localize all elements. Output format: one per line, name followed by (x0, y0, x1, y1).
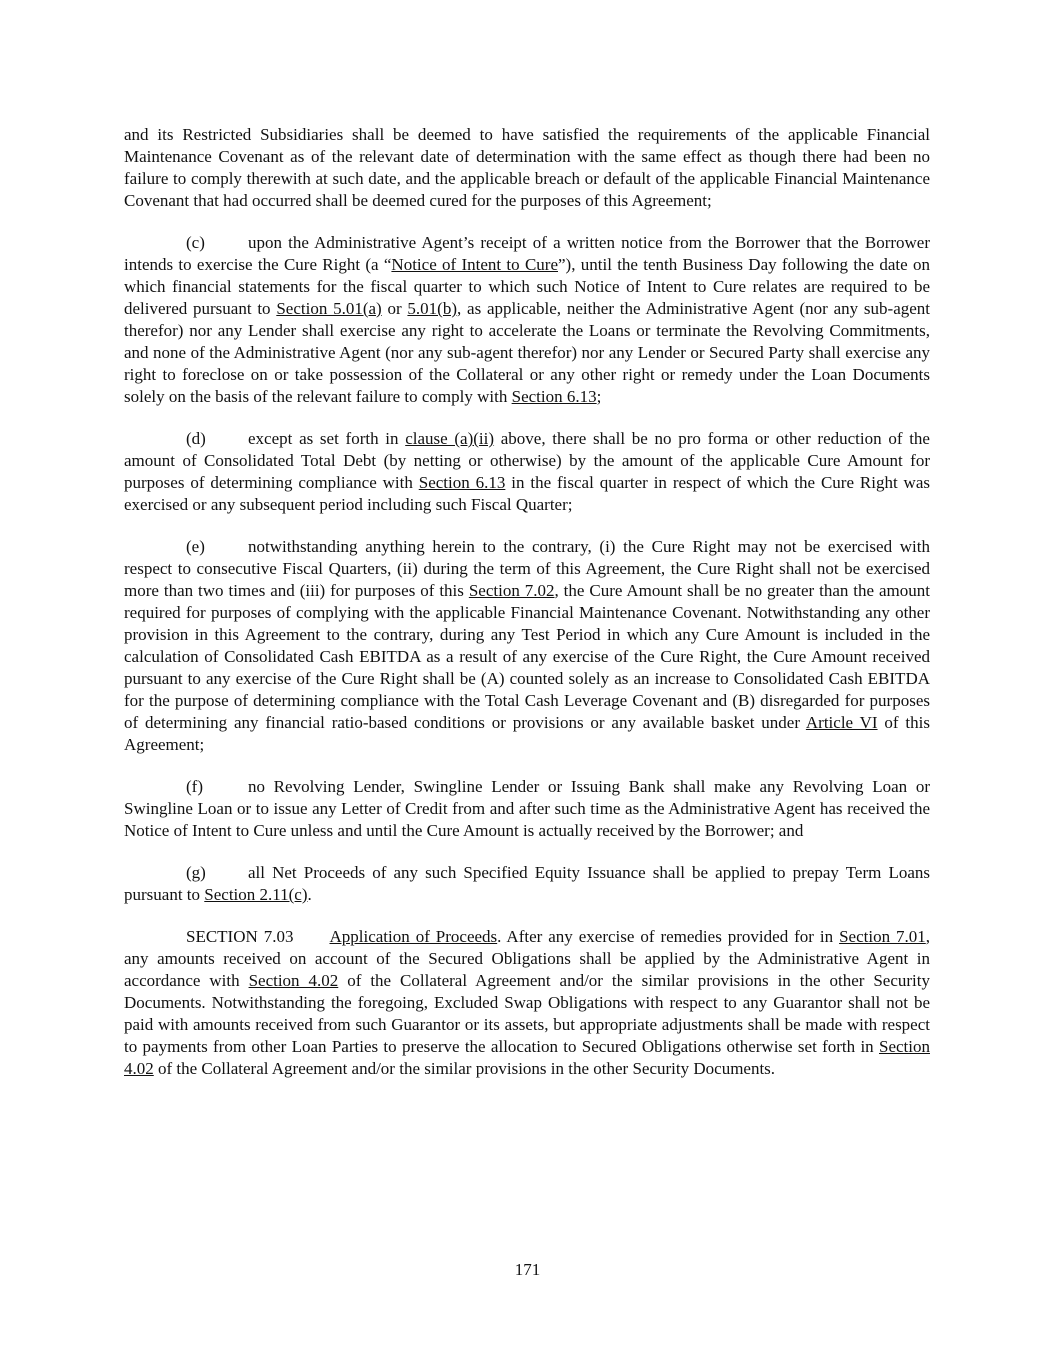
section-7-03-text-3: of the Collateral Agreement and/or the similar provisions in the other Security Documents. (153, 1059, 776, 1078)
clause-f-text-1: no Revolving Lender, Swingline Lender or Issuing Bank shall make any Revolving Loan or Swingline Loan or to issue any Letter of Credit from and after such time as the Administrative Agent has received the Notice of Intent to Cure unless and until the Cure Amount is actually received by the Borrower; and (124, 777, 930, 840)
section-7-02-link[interactable]: Section 7.02 (468, 581, 555, 600)
page-number: 171 (514, 1260, 541, 1279)
clause-e-text-3: of this Agreement; (124, 713, 930, 754)
clause-c-label: (c) (186, 233, 205, 252)
clause-d-text-1: except as set forth in (248, 429, 406, 448)
clause-g-text-1: all Net Proceeds of any such Specified Equity Issuance shall be applied to prepay Term Loans pursuant to (124, 863, 930, 904)
clause-g-paragraph (124, 862, 930, 906)
section-6-13-link[interactable]: Section 6.13 (511, 387, 597, 406)
clause-g-text-2: . (307, 885, 312, 904)
section-7-01-link[interactable]: Section 7.01 (839, 927, 926, 946)
section-5-01b-link[interactable]: 5.01(b) (407, 299, 457, 318)
clause-d-text-2: above, there shall be no pro forma or other reduction of the amount of Consolidated Total Debt (by netting or otherwise) by the amount of the applicable Cure Amount for purposes of determining compliance with (124, 429, 930, 492)
continuation-paragraph (124, 124, 930, 212)
notice-of-intent-to-cure-term: Notice of Intent to Cure (391, 255, 558, 274)
clause-g-label: (g) (186, 863, 206, 882)
clause-c-text-1: upon the Administrative Agent’s receipt of a written notice from the Borrower that the Borrower intends to exercise the Cure Right (a “ (124, 233, 930, 274)
section-6-13-link[interactable]: Section 6.13 (418, 473, 506, 492)
section-7-03-heading: Application of Proceeds (329, 927, 498, 946)
section-5-01a-link[interactable]: Section 5.01(a) (276, 299, 382, 318)
clause-d-paragraph (124, 428, 930, 516)
section-heading-tab (293, 926, 329, 948)
article-vi-link[interactable]: Article VI (805, 713, 878, 732)
clause-e-text-1: notwithstanding anything herein to the contrary, (i) the Cure Right may not be exercised with respect to consecutive Fiscal Quarters, (ii) during the term of this Agreement, the Cure Right shall not be exercised more than two times and (iii) for purposes of this (124, 537, 930, 600)
section-7-03-number: SECTION 7.03 (186, 927, 294, 946)
clause-c-text-2: ”), until the tenth Business Day following the date on which financial statements for the fiscal quarter to which such Notice of Intent to Cure relates are required to be delivered pursuant to (124, 255, 930, 318)
clause-c-text-5: ; (596, 387, 602, 406)
clause-d-text-3: in the fiscal quarter in respect of which the Cure Right was exercised or any subsequent period including such Fiscal Quarter; (124, 473, 930, 514)
clause-f-paragraph (124, 776, 930, 842)
section-7-03-paragraph (124, 926, 930, 1080)
clause-e-paragraph (124, 536, 930, 756)
clause-c-text-3: or (381, 299, 408, 318)
clause-e-text-2: , the Cure Amount shall be no greater than the amount required for purposes of complying with the applicable Financial Maintenance Covenant. Notwithstanding any other provision in this Agreement to the contrary, during any Test Period in which any Cure Amount is included in the calculation of Consolidated Cash EBITDA as a result of any exercise of the Cure Right, the Cure Amount received pursuant to any exercise of the Cure Right shall be (A) counted solely as an increase to Consolidated Cash EBITDA for the purpose of determining compliance with the Total Cash Leverage Covenant and (B) disregarded for purposes of determining any financial ratio-based conditions or provisions or any available basket under (124, 581, 930, 732)
clause-a-ii-link[interactable]: clause (a)(ii) (405, 429, 495, 448)
section-4-02-link[interactable]: Section 4.02 (248, 971, 339, 990)
section-7-03-text-2: of the Collateral Agreement and/or the similar provisions in the other Security Documents. Notwithstanding the foregoing, Excluded Swap Obligations with respect to any Guarantor shall not be paid with amounts received from such Guarantor or its assets, but appropriate adjustments shall be made with respect to payments from other Loan Parties to preserve the allocation to Secured Obligations otherwise set forth in (124, 971, 930, 1056)
clause-e-label: (e) (186, 537, 205, 556)
section-7-03-text-1: , any amounts received on account of the Secured Obligations shall be applied by the Administrative Agent in accordance with (124, 927, 931, 990)
section-2-11c-link[interactable]: Section 2.11(c) (204, 885, 308, 904)
clause-f-label: (f) (186, 777, 203, 796)
clause-c-paragraph (124, 232, 930, 408)
section-7-03-text-0: . After any exercise of remedies provided for in (497, 927, 840, 946)
document-page (124, 124, 930, 1100)
clause-d-label: (d) (186, 429, 206, 448)
clause-c-text-4: , as applicable, neither the Administrative Agent (nor any sub-agent therefor) nor any Lender shall exercise any right to accelerate the Loans or terminate the Revolving Commitments, and none of the Administrative Agent (nor any sub-agent therefor) nor any Lender or Secured Party shall exercise any right to foreclose on or take possession of the Collateral or any other right or remedy under the Loan Documents solely on the basis of the relevant failure to comply with (124, 299, 931, 406)
continuation-text: and its Restricted Subsidiaries shall be deemed to have satisfied the requirements of the applicable Financial Maintenance Covenant as of the relevant date of determination with the same effect as though there had been no failure to comply therewith at such date, and the applicable breach or default of the applicable Financial Maintenance Covenant that had occurred shall be deemed cured for the purposes of this Agreement; (124, 125, 930, 210)
section-4-02-link[interactable]: Section 4.02 (124, 1037, 930, 1078)
